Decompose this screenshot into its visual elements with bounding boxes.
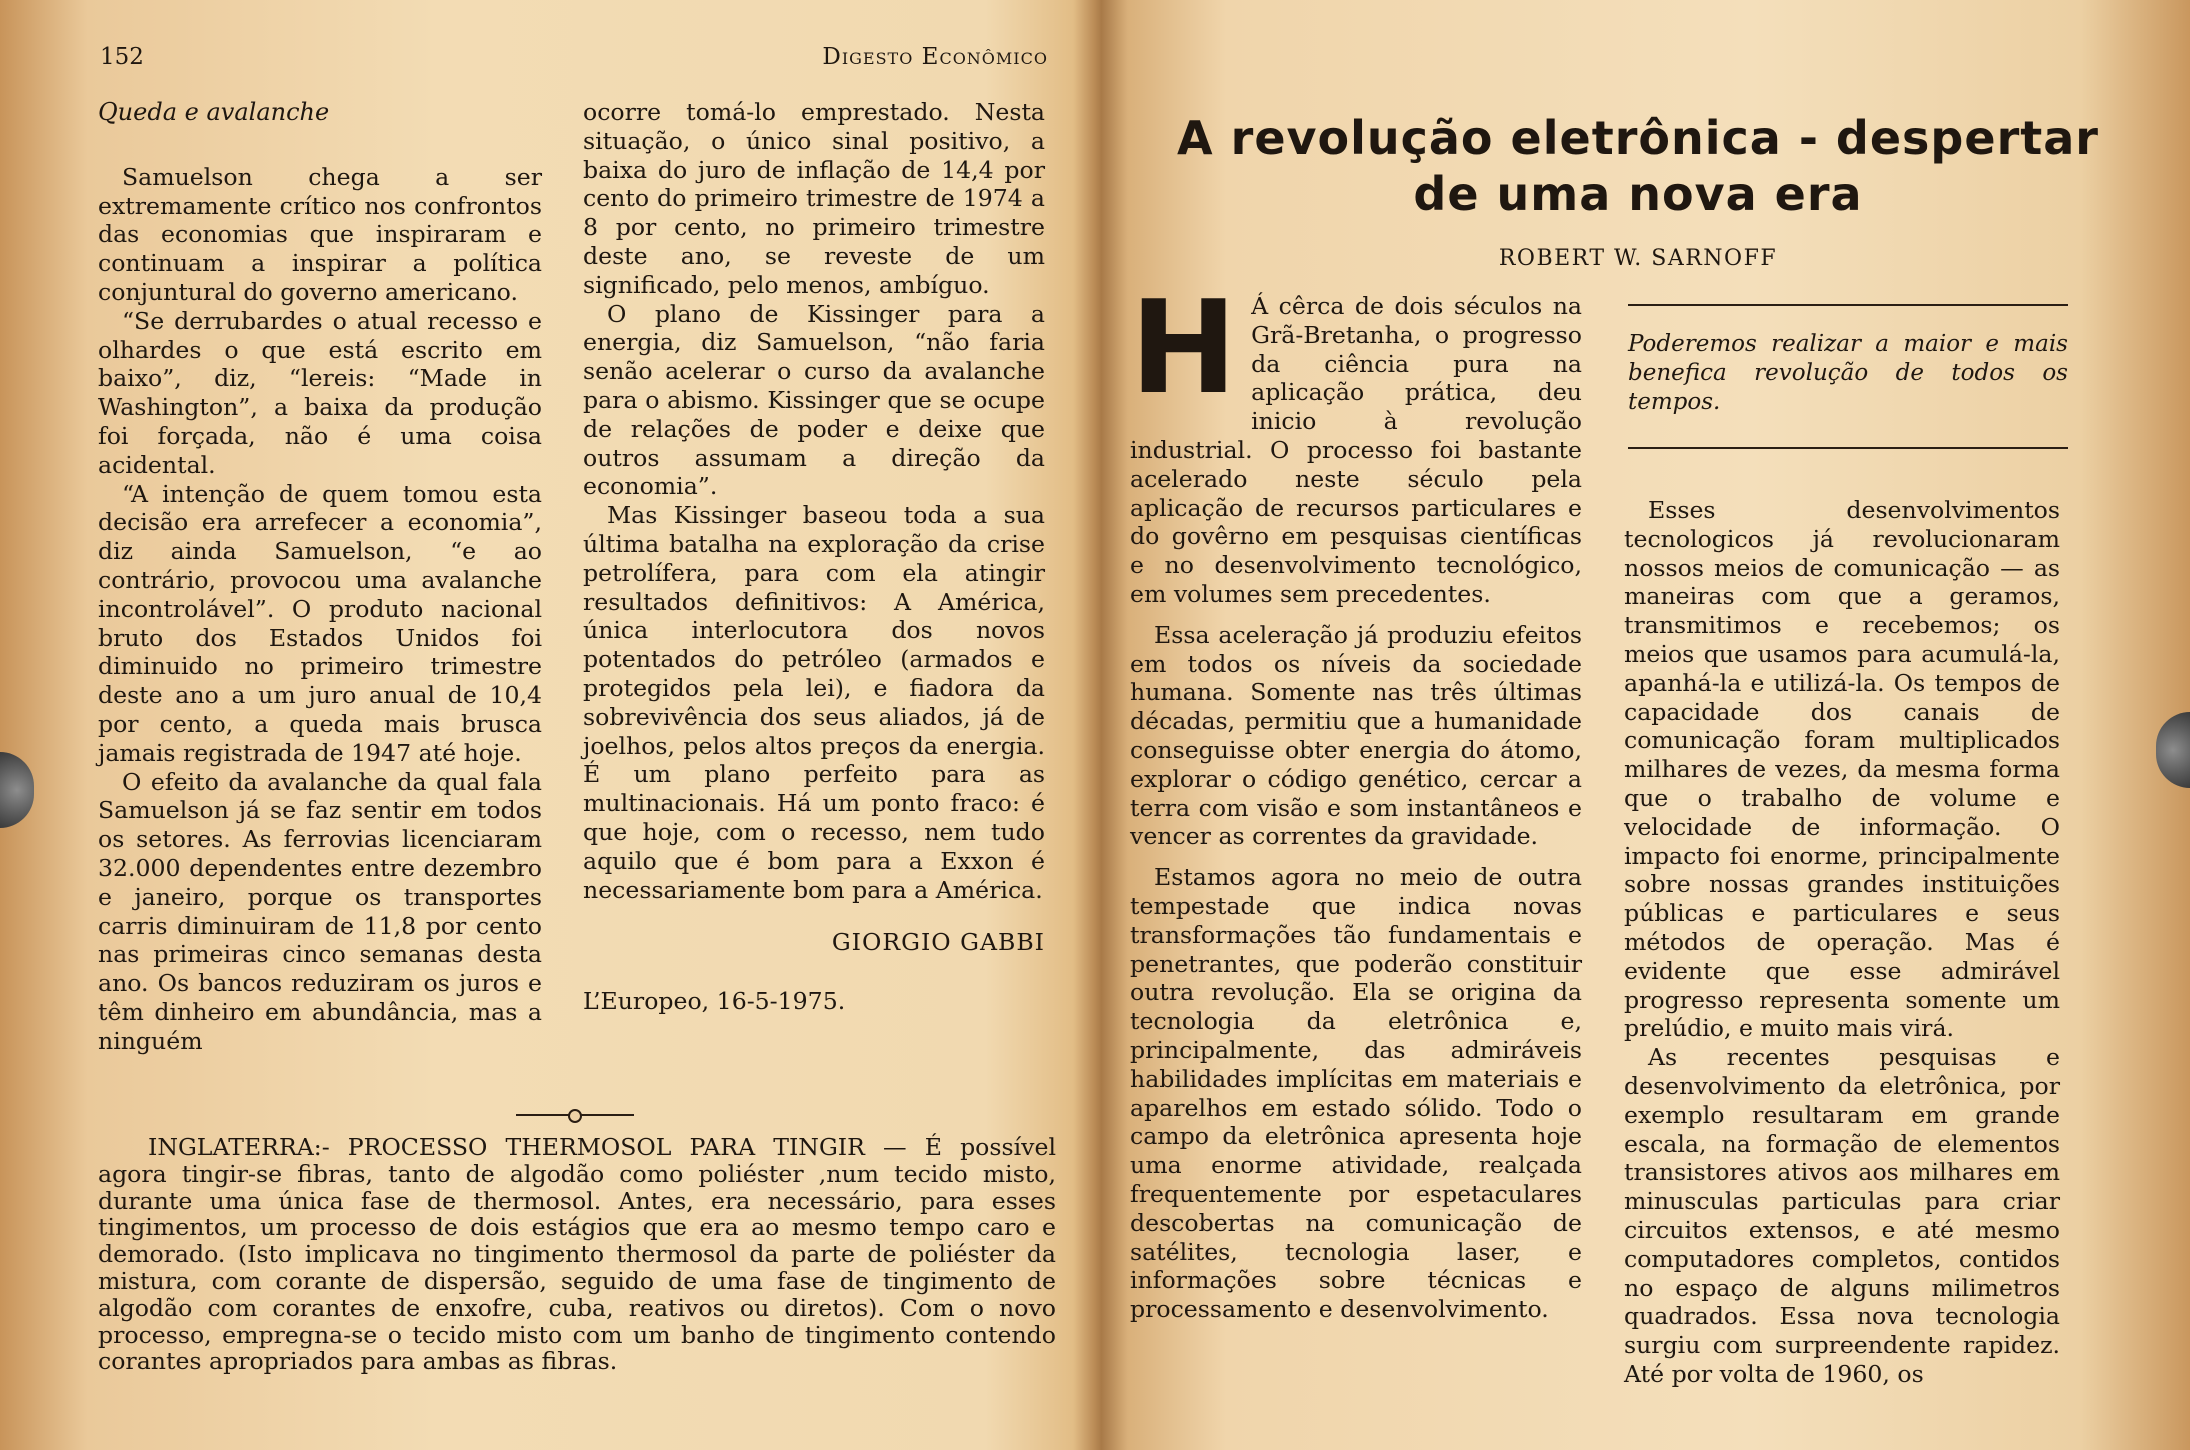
right-page [1098,0,2190,1450]
lead-text: Á cêrca de dois séculos na Grã-Bretanha, o progresso da ciência pura na aplicação prática, deu inicio à revolução industrial. O processo foi bastante acelerado neste século pela aplicação de recursos particulares e do govêrno em pesquisas científicas e no desenvolvimento tecnológico, em volumes sem precedentes. [1130,292,1582,608]
paragraph: Samuelson chega a ser extremamente crítico nos confrontos das economias que inspiraram e continuam a inspirar a política conjuntural do governo americano. [98,162,542,306]
title-line-2: de uma nova era [1413,167,1863,221]
paragraph: ocorre tomá-lo emprestado. Nesta situação, o único sinal positivo, a baixa do juro de inflação de 14,4 por cento do primeiro trimestre de 1974 a 8 por cento, no primeiro trimestre deste ano, se reveste de um significado, pelo menos, ambíguo. [583,98,1045,299]
pull-quote-top-rule [1628,304,2068,306]
source-citation: L’Europeo, 16-5-1975. [583,987,846,1016]
paragraph: As recentes pesquisas e desenvolvimento da eletrônica, por exemplo resultaram em grande escala, na formação de elementos transistores ativos aos milhares em minusculas particulas para criar circuitos extensos, e até mesmo computadores completos, contidos no espaço de alguns milimetros quadrados. Essa nova tecnologia surgiu com surpreendente rapidez. Até por volta de 1960, os [1624,1043,2060,1388]
paragraph: Essa aceleração já produziu efeitos em todos os níveis da sociedade humana. Somente nas três últimas décadas, permitiu que a humanidade conseguisse obter energia do átomo, explorar o código genético, cercar a terra com visão e som instantâneos e vencer as correntes da gravidade. [1130,620,1582,851]
title-line-1: A revolução eletrônica - despertar [1177,111,2099,165]
author-signature: GIORGIO GABBI [831,928,1045,957]
pull-quote-text: Poderemos realizar a maior e mais benefica revolução de todos os tempos. [1628,331,2068,415]
left-column-2 [583,98,1045,1016]
drop-cap: H [1130,274,1238,423]
paragraph: O efeito da avalanche da qual fala Samuelson já se faz sentir em todos os setores. As ferrovias licenciaram 32.000 dependentes entre dezembro e janeiro, porque os transportes carris diminuiram de 11,8 por cento nas primeiras cinco semanas desta ano. Os bancos reduziram os juros e têm dinheiro em abundância, mas a ninguém [98,767,542,1055]
notice-paragraph: INGLATERRA:- PROCESSO THERMOSOL PARA TINGIR — É possível agora tingir-se fibras, tanto de algodão como poliéster ,num tecido misto, durante uma única fase de thermosol. Antes, era necessário, para esses tingimentos, um processo de dois estágios que era ao mesmo tempo caro e demorado. (Isto implicava no tingimento thermosol da parte de poliéster da mistura, com corante de dispersão, seguido de uma fase de tingimento de algodão com corantes de enxofre, cuba, reativos ou diretos). Com o novo processo, empregna-se o tecido misto com um banho de tingimento contendo corantes apropriados para ambas as fibras. [98,1133,1056,1376]
right-column-1 [1130,274,1582,1324]
pull-quote-bottom-rule [1628,447,2068,449]
paragraph: “A intenção de quem tomou esta decisão era arrefecer a economia”, diz ainda Samuelson, “e ao contrário, provocou uma avalanche incontrolável”. O produto nacional bruto dos Estados Unidos foi diminuido no primeiro trimestre deste ano a um juro anual de 10,4 por cento, a queda mais brusca jamais registrada de 1947 até hoje. [98,479,542,767]
article-title [1138,110,2138,222]
left-column-1 [98,98,542,1056]
paragraph: Estamos agora no meio de outra tempestade que indica novas transformações tão fundamentais e penetrantes, que poderão constituir outra revolução. Ela se origina da tecnologia da eletrônica e, principalmente, das admiráveis habilidades implícitas em materiais e aparelhos em estado sólido. Todo o campo da eletrônica apresenta hoje uma enorme atividade, realçada frequentemente por espetaculares descobertas na comunicação de satélites, tecnologia laser, e informações sobre técnicas e processamento e desenvolvimento. [1130,863,1582,1324]
paragraph: O plano de Kissinger para a energia, diz Samuelson, “não faria senão acelerar o curso da avalanche para o abismo. Kissinger que se ocupe de relações de poder e deixe que outros assumam a direção da economia”. [583,299,1045,501]
running-head: Digesto Econômico [822,44,1048,70]
article-author: ROBERT W. SARNOFF [1498,246,1778,271]
bottom-notice [98,1134,1056,1375]
section-subheading: Queda e avalanche [98,98,330,126]
paragraph: Mas Kissinger baseou toda a sua última batalha na exploração da crise petrolífera, para com ela atingir resultados definitivos: A América, única interlocutora dos novos potentados do petróleo (armados e protegidos pela lei), e fiadora da sobrevivência dos seus aliados, já de joelhos, pelos altos preços da energia. É um plano perfeito para as multinacionais. Há um ponto fraco: é que hoje, com o recesso, nem tudo aquilo que é bom para a Exxon é necessariamente bom para a América. [583,501,1045,904]
left-page [0,0,1088,1450]
pull-quote [1628,304,2068,449]
right-column-2 [1624,496,2060,1389]
lead-paragraph [1130,274,1582,609]
paragraph: “Se derrubardes o atual recesso e olhardes o que está escrito em baixo”, diz, “lereis: “Made in Washington”, a baixa da produção foi forçada, não é uma coisa acidental. [98,306,542,479]
paragraph: Esses desenvolvimentos tecnologicos já revolucionaram nossos meios de comunicação — as maneiras com que a geramos, transmitimos e recebemos; os meios que usamos para acumulá-la, apanhá-la e utilizá-la. Os tempos de capacidade dos canais de comunicação foram multiplicados milhares de vezes, da mesma forma que o trabalho de volume e velocidade de informação. O impacto foi enorme, principalmente sobre nossas grandes instituições públicas e particulares e seus métodos de operação. Mas é evidente que esse admirável progresso representa somente um prelúdio, e muito mais virá. [1624,496,2060,1043]
section-divider [516,1108,634,1122]
page-number: 152 [100,44,144,70]
